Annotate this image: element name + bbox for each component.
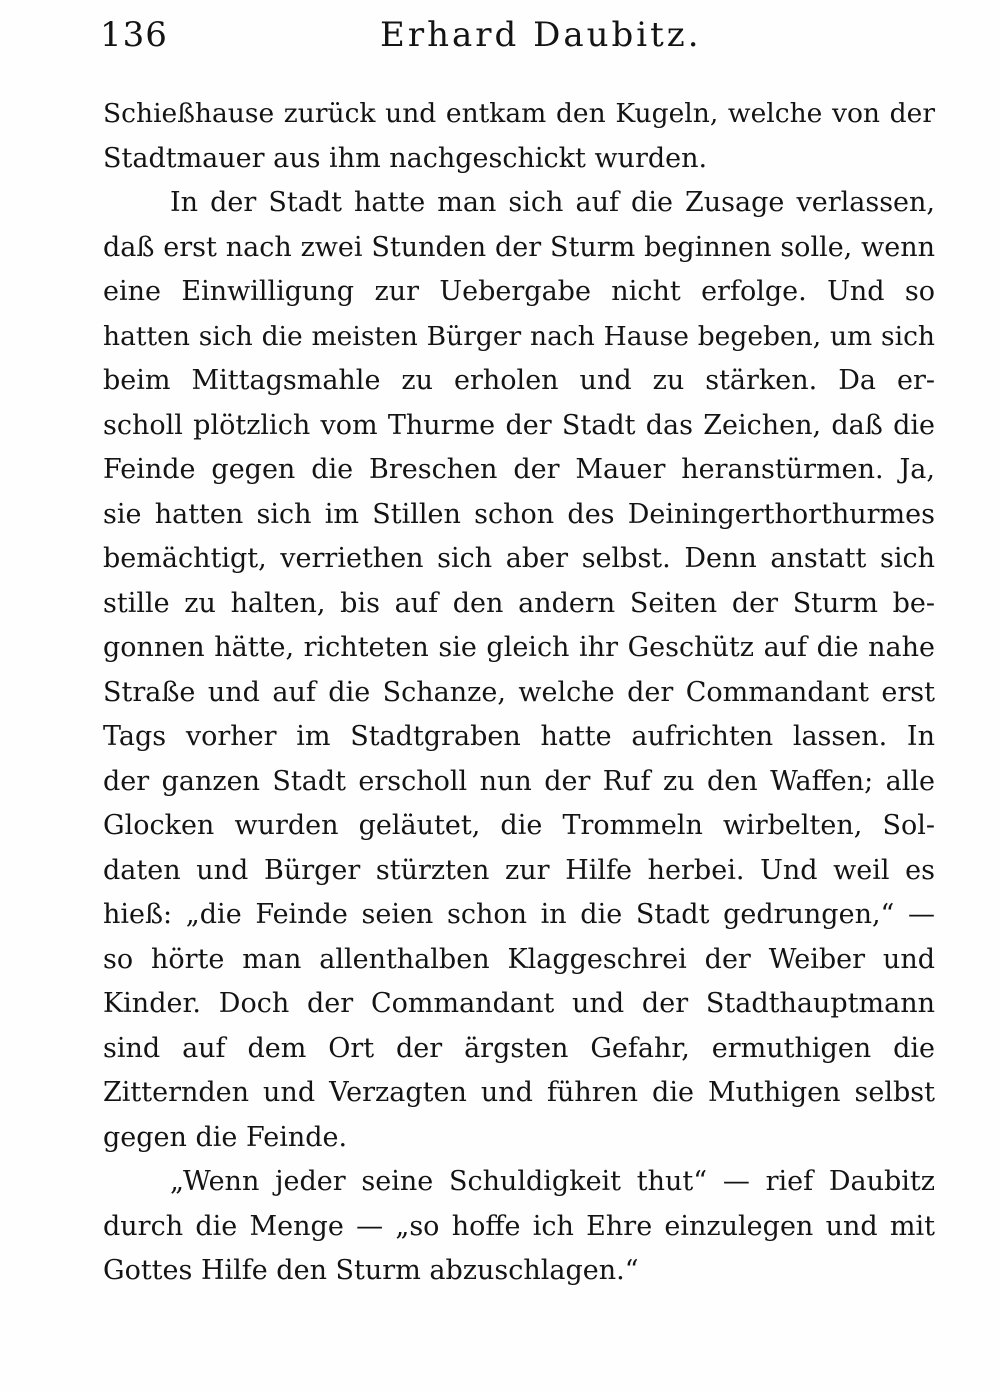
text-line: Gottes Hilfe den Sturm abzuschlagen.“ [103,1255,639,1286]
text-line: Stadtmauer aus ihm nachgeschickt wurden. [103,142,708,174]
text-line: Feinde gegen die Breschen der Mauer heranstürmen. Ja, [103,454,935,485]
body-text [103,92,935,1294]
text-line: gonnen hätte, richteten sie gleich ihr Geschütz auf die nahe [103,632,935,663]
text-line: daten und Bürger stürzten zur Hilfe herbei. Und weil es [103,854,935,886]
text-line: „Wenn jeder seine Schuldigkeit thut“ — rief Daubitz [170,1166,935,1197]
text-line: Kinder. Doch der Commandant und der Stadthauptmann [103,988,935,1019]
text-line: scholl plötzlich vom Thurme der Stadt das Zeichen, daß die [103,409,935,441]
running-title: Erhard Daubitz. [380,15,702,55]
text-line: gegen die Feinde. [103,1121,348,1153]
text-line: bemächtigt, verriethen sich aber selbst. Denn anstatt sich [103,543,935,574]
text-line: Glocken wurden geläutet, die Trommeln wirbelten, Sol- [103,810,935,841]
text-line: Tags vorher im Stadtgraben hatte aufrichten lassen. In [103,721,935,752]
text-line: so hörte man allenthalben Klaggeschrei der Weiber und [103,943,935,975]
text-line: Schießhause zurück und entkam den Kugeln, welche von der [103,98,935,129]
text-line: Straße und auf die Schanze, welche der Commandant erst [103,676,935,708]
text-line: sie hatten sich im Stillen schon des Deiningerthorthurmes [103,498,935,530]
page-header [100,10,935,60]
text-line: stille zu halten, bis auf den andern Seiten der Sturm be- [103,587,935,619]
text-line: sind auf dem Ort der ärgsten Gefahr, ermuthigen die [103,1032,935,1064]
text-line: In der Stadt hatte man sich auf die Zusage verlassen, [170,187,935,218]
page-number: 136 [100,15,168,55]
paragraph-2 [103,181,935,1160]
text-line: hieß: „die Feinde seien schon in die Stadt gedrungen,“ — [103,899,935,930]
paragraph-1 [103,92,935,181]
text-line: durch die Menge — „so hoffe ich Ehre einzulegen und mit [103,1210,935,1242]
text-line: der ganzen Stadt erscholl nun der Ruf zu den Waffen; alle [103,765,935,797]
text-line: eine Einwilligung zur Uebergabe nicht erfolge. Und so [103,276,935,307]
text-line: Zitternden und Verzagten und führen die Muthigen selbst [103,1077,935,1108]
text-line: daß erst nach zwei Stunden der Sturm beginnen solle, wenn [103,231,935,263]
paragraph-3 [103,1160,935,1294]
text-line: hatten sich die meisten Bürger nach Hause begeben, um sich [103,320,935,352]
text-line: beim Mittagsmahle zu erholen und zu stärken. Da er- [103,365,935,396]
